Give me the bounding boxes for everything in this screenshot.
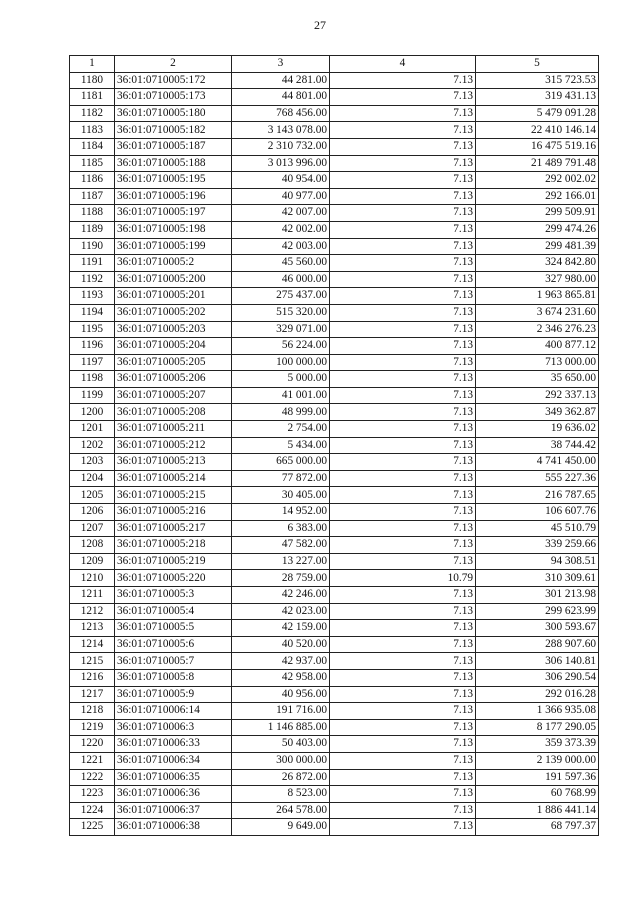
cadastral-number-cell: 36:01:0710006:36 bbox=[115, 786, 232, 803]
cadastral-number-cell: 36:01:0710005:197 bbox=[115, 205, 232, 222]
value-cell: 299 474.26 bbox=[476, 221, 599, 238]
value-cell: 306 290.54 bbox=[476, 669, 599, 686]
cadastral-number-cell: 36:01:0710005:207 bbox=[115, 387, 232, 404]
row-number-cell: 1201 bbox=[70, 421, 115, 438]
area-cell: 44 281.00 bbox=[232, 72, 330, 89]
cadastral-number-cell: 36:01:0710005:213 bbox=[115, 454, 232, 471]
area-cell: 42 246.00 bbox=[232, 587, 330, 604]
table-row bbox=[70, 454, 599, 471]
row-number-cell: 1205 bbox=[70, 487, 115, 504]
rate-cell: 7.13 bbox=[330, 387, 476, 404]
area-cell: 40 520.00 bbox=[232, 636, 330, 653]
cadastral-number-cell: 36:01:0710005:199 bbox=[115, 238, 232, 255]
row-number-cell: 1199 bbox=[70, 387, 115, 404]
column-header-3: 3 bbox=[232, 56, 330, 73]
rate-cell: 7.13 bbox=[330, 105, 476, 122]
rate-cell: 7.13 bbox=[330, 155, 476, 172]
column-header-2: 2 bbox=[115, 56, 232, 73]
area-cell: 44 801.00 bbox=[232, 89, 330, 106]
table-row bbox=[70, 221, 599, 238]
cadastral-number-cell: 36:01:0710006:35 bbox=[115, 769, 232, 786]
cadastral-number-cell: 36:01:0710005:211 bbox=[115, 421, 232, 438]
area-cell: 768 456.00 bbox=[232, 105, 330, 122]
value-cell: 301 213.98 bbox=[476, 587, 599, 604]
area-cell: 42 003.00 bbox=[232, 238, 330, 255]
table-row bbox=[70, 288, 599, 305]
rate-cell: 7.13 bbox=[330, 686, 476, 703]
cadastral-number-cell: 36:01:0710005:214 bbox=[115, 470, 232, 487]
cadastral-number-cell: 36:01:0710006:38 bbox=[115, 819, 232, 836]
rate-cell: 7.13 bbox=[330, 321, 476, 338]
row-number-cell: 1188 bbox=[70, 205, 115, 222]
area-cell: 46 000.00 bbox=[232, 271, 330, 288]
row-number-cell: 1218 bbox=[70, 703, 115, 720]
row-number-cell: 1203 bbox=[70, 454, 115, 471]
row-number-cell: 1181 bbox=[70, 89, 115, 106]
cadastral-number-cell: 36:01:0710006:33 bbox=[115, 736, 232, 753]
rate-cell: 7.13 bbox=[330, 470, 476, 487]
table-row bbox=[70, 205, 599, 222]
value-cell: 299 623.99 bbox=[476, 603, 599, 620]
table-row bbox=[70, 255, 599, 272]
value-cell: 310 309.61 bbox=[476, 570, 599, 587]
rate-cell: 7.13 bbox=[330, 188, 476, 205]
table-row bbox=[70, 238, 599, 255]
table-row bbox=[70, 537, 599, 554]
area-cell: 3 013 996.00 bbox=[232, 155, 330, 172]
cadastral-number-cell: 36:01:0710005:215 bbox=[115, 487, 232, 504]
row-number-cell: 1184 bbox=[70, 138, 115, 155]
cadastral-number-cell: 36:01:0710005:8 bbox=[115, 669, 232, 686]
value-cell: 4 741 450.00 bbox=[476, 454, 599, 471]
cadastral-number-cell: 36:01:0710005:2 bbox=[115, 255, 232, 272]
row-number-cell: 1182 bbox=[70, 105, 115, 122]
cadastral-number-cell: 36:01:0710005:5 bbox=[115, 620, 232, 637]
value-cell: 315 723.53 bbox=[476, 72, 599, 89]
area-cell: 30 405.00 bbox=[232, 487, 330, 504]
table-row bbox=[70, 603, 599, 620]
area-cell: 100 000.00 bbox=[232, 354, 330, 371]
rate-cell: 7.13 bbox=[330, 421, 476, 438]
table-row bbox=[70, 520, 599, 537]
row-number-cell: 1224 bbox=[70, 802, 115, 819]
area-cell: 14 952.00 bbox=[232, 504, 330, 521]
rate-cell: 7.13 bbox=[330, 620, 476, 637]
table-row bbox=[70, 703, 599, 720]
table-row bbox=[70, 321, 599, 338]
area-cell: 56 224.00 bbox=[232, 338, 330, 355]
rate-cell: 7.13 bbox=[330, 769, 476, 786]
value-cell: 2 346 276.23 bbox=[476, 321, 599, 338]
rate-cell: 7.13 bbox=[330, 288, 476, 305]
cadastral-number-cell: 36:01:0710005:200 bbox=[115, 271, 232, 288]
area-cell: 13 227.00 bbox=[232, 553, 330, 570]
cadastral-number-cell: 36:01:0710005:4 bbox=[115, 603, 232, 620]
area-cell: 5 434.00 bbox=[232, 437, 330, 454]
rate-cell: 7.13 bbox=[330, 404, 476, 421]
value-cell: 324 842.80 bbox=[476, 255, 599, 272]
table-row bbox=[70, 719, 599, 736]
area-cell: 264 578.00 bbox=[232, 802, 330, 819]
area-cell: 1 146 885.00 bbox=[232, 719, 330, 736]
value-cell: 306 140.81 bbox=[476, 653, 599, 670]
rate-cell: 7.13 bbox=[330, 636, 476, 653]
cadastral-number-cell: 36:01:0710005:201 bbox=[115, 288, 232, 305]
row-number-cell: 1192 bbox=[70, 271, 115, 288]
area-cell: 275 437.00 bbox=[232, 288, 330, 305]
row-number-cell: 1206 bbox=[70, 504, 115, 521]
row-number-cell: 1210 bbox=[70, 570, 115, 587]
value-cell: 555 227.36 bbox=[476, 470, 599, 487]
value-cell: 38 744.42 bbox=[476, 437, 599, 454]
row-number-cell: 1216 bbox=[70, 669, 115, 686]
rate-cell: 7.13 bbox=[330, 520, 476, 537]
row-number-cell: 1225 bbox=[70, 819, 115, 836]
value-cell: 292 337.13 bbox=[476, 387, 599, 404]
cadastral-number-cell: 36:01:0710005:204 bbox=[115, 338, 232, 355]
rate-cell: 7.13 bbox=[330, 487, 476, 504]
cadastral-number-cell: 36:01:0710005:205 bbox=[115, 354, 232, 371]
table-row bbox=[70, 404, 599, 421]
value-cell: 1 963 865.81 bbox=[476, 288, 599, 305]
table-row bbox=[70, 570, 599, 587]
row-number-cell: 1209 bbox=[70, 553, 115, 570]
table-row bbox=[70, 421, 599, 438]
area-cell: 42 007.00 bbox=[232, 205, 330, 222]
value-cell: 94 308.51 bbox=[476, 553, 599, 570]
rate-cell: 7.13 bbox=[330, 553, 476, 570]
area-cell: 42 023.00 bbox=[232, 603, 330, 620]
area-cell: 300 000.00 bbox=[232, 752, 330, 769]
area-cell: 665 000.00 bbox=[232, 454, 330, 471]
cadastral-number-cell: 36:01:0710005:212 bbox=[115, 437, 232, 454]
rate-cell: 7.13 bbox=[330, 371, 476, 388]
value-cell: 713 000.00 bbox=[476, 354, 599, 371]
value-cell: 22 410 146.14 bbox=[476, 122, 599, 139]
table-row bbox=[70, 786, 599, 803]
table-row bbox=[70, 686, 599, 703]
value-cell: 5 479 091.28 bbox=[476, 105, 599, 122]
value-cell: 2 139 000.00 bbox=[476, 752, 599, 769]
value-cell: 68 797.37 bbox=[476, 819, 599, 836]
rate-cell: 7.13 bbox=[330, 138, 476, 155]
rate-cell: 7.13 bbox=[330, 304, 476, 321]
area-cell: 6 383.00 bbox=[232, 520, 330, 537]
rate-cell: 7.13 bbox=[330, 802, 476, 819]
area-cell: 40 977.00 bbox=[232, 188, 330, 205]
row-number-cell: 1189 bbox=[70, 221, 115, 238]
value-cell: 35 650.00 bbox=[476, 371, 599, 388]
cadastral-number-cell: 36:01:0710005:182 bbox=[115, 122, 232, 139]
rate-cell: 7.13 bbox=[330, 653, 476, 670]
table-row bbox=[70, 122, 599, 139]
row-number-cell: 1196 bbox=[70, 338, 115, 355]
rate-cell: 10.79 bbox=[330, 570, 476, 587]
column-header-4: 4 bbox=[330, 56, 476, 73]
table-row bbox=[70, 387, 599, 404]
value-cell: 359 373.39 bbox=[476, 736, 599, 753]
cadastral-number-cell: 36:01:0710005:217 bbox=[115, 520, 232, 537]
area-cell: 2 310 732.00 bbox=[232, 138, 330, 155]
cadastral-number-cell: 36:01:0710005:180 bbox=[115, 105, 232, 122]
value-cell: 191 597.36 bbox=[476, 769, 599, 786]
data-table bbox=[69, 55, 599, 836]
area-cell: 8 523.00 bbox=[232, 786, 330, 803]
rate-cell: 7.13 bbox=[330, 172, 476, 189]
rate-cell: 7.13 bbox=[330, 89, 476, 106]
table-row bbox=[70, 470, 599, 487]
cadastral-number-cell: 36:01:0710005:172 bbox=[115, 72, 232, 89]
table-row bbox=[70, 172, 599, 189]
table-body bbox=[70, 72, 599, 835]
area-cell: 26 872.00 bbox=[232, 769, 330, 786]
value-cell: 21 489 791.48 bbox=[476, 155, 599, 172]
header-row bbox=[70, 56, 599, 73]
table-row bbox=[70, 802, 599, 819]
table-row bbox=[70, 769, 599, 786]
area-cell: 5 000.00 bbox=[232, 371, 330, 388]
row-number-cell: 1197 bbox=[70, 354, 115, 371]
area-cell: 2 754.00 bbox=[232, 421, 330, 438]
table-row bbox=[70, 437, 599, 454]
row-number-cell: 1207 bbox=[70, 520, 115, 537]
value-cell: 299 509.91 bbox=[476, 205, 599, 222]
table-row bbox=[70, 89, 599, 106]
cadastral-number-cell: 36:01:0710005:7 bbox=[115, 653, 232, 670]
value-cell: 216 787.65 bbox=[476, 487, 599, 504]
value-cell: 19 636.02 bbox=[476, 421, 599, 438]
table-row bbox=[70, 669, 599, 686]
table-row bbox=[70, 620, 599, 637]
table-row bbox=[70, 271, 599, 288]
rate-cell: 7.13 bbox=[330, 537, 476, 554]
cadastral-number-cell: 36:01:0710005:219 bbox=[115, 553, 232, 570]
rate-cell: 7.13 bbox=[330, 819, 476, 836]
value-cell: 1 886 441.14 bbox=[476, 802, 599, 819]
value-cell: 327 980.00 bbox=[476, 271, 599, 288]
row-number-cell: 1217 bbox=[70, 686, 115, 703]
table-row bbox=[70, 653, 599, 670]
cadastral-number-cell: 36:01:0710005:187 bbox=[115, 138, 232, 155]
row-number-cell: 1194 bbox=[70, 304, 115, 321]
cadastral-number-cell: 36:01:0710005:6 bbox=[115, 636, 232, 653]
row-number-cell: 1202 bbox=[70, 437, 115, 454]
cadastral-number-cell: 36:01:0710005:173 bbox=[115, 89, 232, 106]
cadastral-number-cell: 36:01:0710005:188 bbox=[115, 155, 232, 172]
area-cell: 3 143 078.00 bbox=[232, 122, 330, 139]
table-row bbox=[70, 338, 599, 355]
table-row bbox=[70, 752, 599, 769]
area-cell: 45 560.00 bbox=[232, 255, 330, 272]
row-number-cell: 1191 bbox=[70, 255, 115, 272]
table-row bbox=[70, 138, 599, 155]
area-cell: 42 159.00 bbox=[232, 620, 330, 637]
row-number-cell: 1223 bbox=[70, 786, 115, 803]
table-row bbox=[70, 487, 599, 504]
rate-cell: 7.13 bbox=[330, 122, 476, 139]
row-number-cell: 1185 bbox=[70, 155, 115, 172]
cadastral-number-cell: 36:01:0710006:37 bbox=[115, 802, 232, 819]
cadastral-number-cell: 36:01:0710005:216 bbox=[115, 504, 232, 521]
value-cell: 292 016.28 bbox=[476, 686, 599, 703]
rate-cell: 7.13 bbox=[330, 271, 476, 288]
rate-cell: 7.13 bbox=[330, 221, 476, 238]
rate-cell: 7.13 bbox=[330, 786, 476, 803]
row-number-cell: 1212 bbox=[70, 603, 115, 620]
row-number-cell: 1198 bbox=[70, 371, 115, 388]
row-number-cell: 1215 bbox=[70, 653, 115, 670]
area-cell: 515 320.00 bbox=[232, 304, 330, 321]
rate-cell: 7.13 bbox=[330, 338, 476, 355]
rate-cell: 7.13 bbox=[330, 752, 476, 769]
cadastral-number-cell: 36:01:0710005:196 bbox=[115, 188, 232, 205]
row-number-cell: 1180 bbox=[70, 72, 115, 89]
rate-cell: 7.13 bbox=[330, 205, 476, 222]
cadastral-number-cell: 36:01:0710005:220 bbox=[115, 570, 232, 587]
row-number-cell: 1186 bbox=[70, 172, 115, 189]
cadastral-number-cell: 36:01:0710005:208 bbox=[115, 404, 232, 421]
row-number-cell: 1195 bbox=[70, 321, 115, 338]
cadastral-number-cell: 36:01:0710005:218 bbox=[115, 537, 232, 554]
area-cell: 28 759.00 bbox=[232, 570, 330, 587]
row-number-cell: 1187 bbox=[70, 188, 115, 205]
table-row bbox=[70, 155, 599, 172]
cadastral-number-cell: 36:01:0710005:202 bbox=[115, 304, 232, 321]
row-number-cell: 1222 bbox=[70, 769, 115, 786]
rate-cell: 7.13 bbox=[330, 437, 476, 454]
table-row bbox=[70, 188, 599, 205]
rate-cell: 7.13 bbox=[330, 669, 476, 686]
area-cell: 42 002.00 bbox=[232, 221, 330, 238]
row-number-cell: 1204 bbox=[70, 470, 115, 487]
cadastral-number-cell: 36:01:0710005:206 bbox=[115, 371, 232, 388]
row-number-cell: 1193 bbox=[70, 288, 115, 305]
area-cell: 42 937.00 bbox=[232, 653, 330, 670]
rate-cell: 7.13 bbox=[330, 255, 476, 272]
area-cell: 42 958.00 bbox=[232, 669, 330, 686]
value-cell: 319 431.13 bbox=[476, 89, 599, 106]
cadastral-number-cell: 36:01:0710005:9 bbox=[115, 686, 232, 703]
value-cell: 3 674 231.60 bbox=[476, 304, 599, 321]
table-row bbox=[70, 587, 599, 604]
table-row bbox=[70, 371, 599, 388]
value-cell: 16 475 519.16 bbox=[476, 138, 599, 155]
value-cell: 349 362.87 bbox=[476, 404, 599, 421]
value-cell: 339 259.66 bbox=[476, 537, 599, 554]
area-cell: 48 999.00 bbox=[232, 404, 330, 421]
cadastral-number-cell: 36:01:0710005:198 bbox=[115, 221, 232, 238]
table-row bbox=[70, 504, 599, 521]
area-cell: 41 001.00 bbox=[232, 387, 330, 404]
table-row bbox=[70, 354, 599, 371]
cadastral-number-cell: 36:01:0710006:3 bbox=[115, 719, 232, 736]
area-cell: 77 872.00 bbox=[232, 470, 330, 487]
rate-cell: 7.13 bbox=[330, 587, 476, 604]
table-row bbox=[70, 72, 599, 89]
table-row bbox=[70, 736, 599, 753]
row-number-cell: 1208 bbox=[70, 537, 115, 554]
area-cell: 50 403.00 bbox=[232, 736, 330, 753]
area-cell: 40 956.00 bbox=[232, 686, 330, 703]
row-number-cell: 1183 bbox=[70, 122, 115, 139]
value-cell: 60 768.99 bbox=[476, 786, 599, 803]
row-number-cell: 1211 bbox=[70, 587, 115, 604]
table-row bbox=[70, 304, 599, 321]
row-number-cell: 1190 bbox=[70, 238, 115, 255]
table-row bbox=[70, 105, 599, 122]
rate-cell: 7.13 bbox=[330, 72, 476, 89]
value-cell: 300 593.67 bbox=[476, 620, 599, 637]
rate-cell: 7.13 bbox=[330, 703, 476, 720]
table-row bbox=[70, 636, 599, 653]
cadastral-number-cell: 36:01:0710006:14 bbox=[115, 703, 232, 720]
table-row bbox=[70, 553, 599, 570]
rate-cell: 7.13 bbox=[330, 354, 476, 371]
cadastral-number-cell: 36:01:0710005:195 bbox=[115, 172, 232, 189]
column-header-5: 5 bbox=[476, 56, 599, 73]
value-cell: 299 481.39 bbox=[476, 238, 599, 255]
cadastral-number-cell: 36:01:0710005:203 bbox=[115, 321, 232, 338]
rate-cell: 7.13 bbox=[330, 454, 476, 471]
value-cell: 106 607.76 bbox=[476, 504, 599, 521]
value-cell: 45 510.79 bbox=[476, 520, 599, 537]
row-number-cell: 1221 bbox=[70, 752, 115, 769]
value-cell: 292 166.01 bbox=[476, 188, 599, 205]
value-cell: 1 366 935.08 bbox=[476, 703, 599, 720]
rate-cell: 7.13 bbox=[330, 736, 476, 753]
area-cell: 329 071.00 bbox=[232, 321, 330, 338]
row-number-cell: 1214 bbox=[70, 636, 115, 653]
value-cell: 400 877.12 bbox=[476, 338, 599, 355]
rate-cell: 7.13 bbox=[330, 504, 476, 521]
area-cell: 47 582.00 bbox=[232, 537, 330, 554]
page-number: 27 bbox=[314, 18, 326, 32]
row-number-cell: 1213 bbox=[70, 620, 115, 637]
area-cell: 40 954.00 bbox=[232, 172, 330, 189]
rate-cell: 7.13 bbox=[330, 719, 476, 736]
rate-cell: 7.13 bbox=[330, 238, 476, 255]
row-number-cell: 1200 bbox=[70, 404, 115, 421]
cadastral-number-cell: 36:01:0710005:3 bbox=[115, 587, 232, 604]
rate-cell: 7.13 bbox=[330, 603, 476, 620]
value-cell: 8 177 290.05 bbox=[476, 719, 599, 736]
cadastral-number-cell: 36:01:0710006:34 bbox=[115, 752, 232, 769]
value-cell: 292 002.02 bbox=[476, 172, 599, 189]
table-row bbox=[70, 819, 599, 836]
area-cell: 191 716.00 bbox=[232, 703, 330, 720]
row-number-cell: 1219 bbox=[70, 719, 115, 736]
row-number-cell: 1220 bbox=[70, 736, 115, 753]
column-header-1: 1 bbox=[70, 56, 115, 73]
area-cell: 9 649.00 bbox=[232, 819, 330, 836]
value-cell: 288 907.60 bbox=[476, 636, 599, 653]
